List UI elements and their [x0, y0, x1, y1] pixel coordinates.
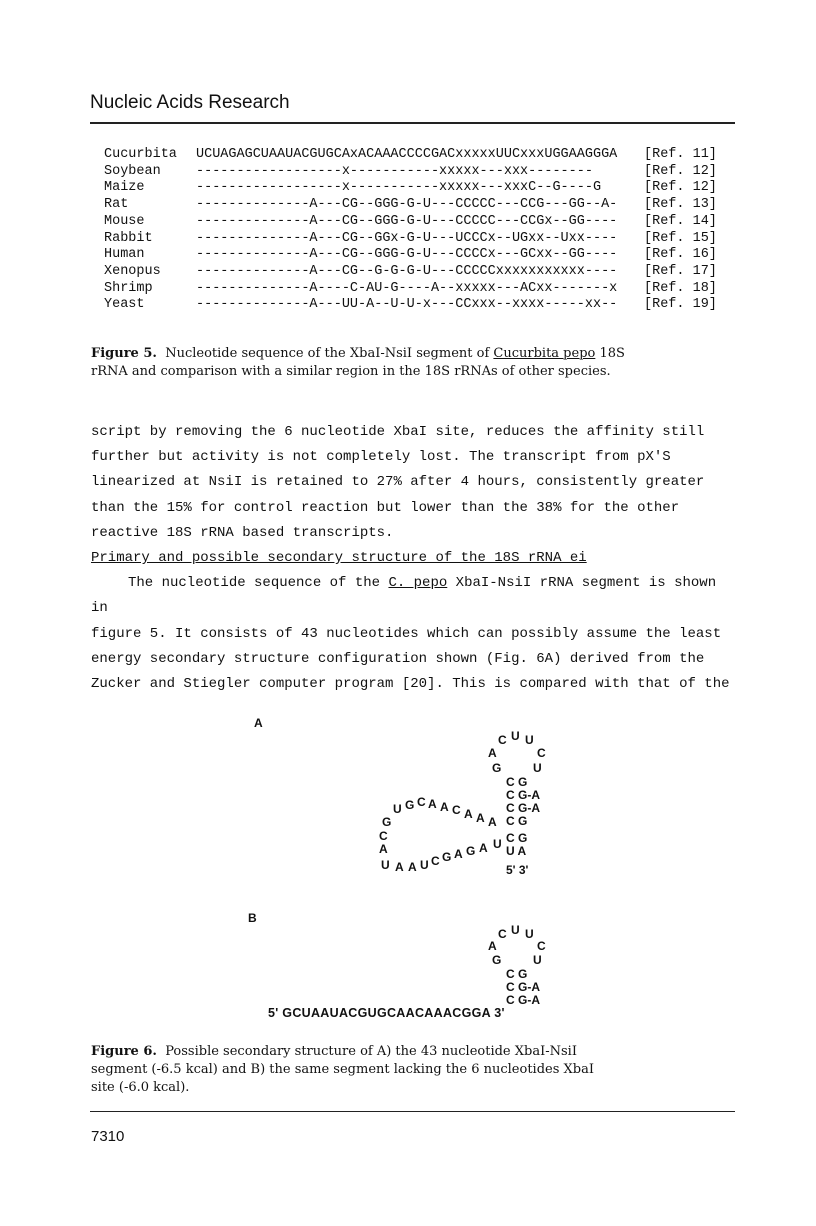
nucleotide: A [488, 746, 497, 760]
strand-ends [506, 864, 528, 876]
species-name: Yeast [104, 297, 145, 313]
nucleotide: A [479, 841, 488, 855]
species-name: Soybean [104, 163, 161, 179]
nucleotide: C [537, 939, 546, 953]
footer-rule [90, 1111, 735, 1112]
sequence: --------------A---CG--GGG-G-U---CCCCC---CCG---GG--A- [196, 197, 618, 213]
reference: [Ref. 13] [644, 197, 717, 213]
reference: [Ref. 11] [644, 147, 717, 162]
caption-text: Nucleotide sequence of the XbaI-NsiI segment of [165, 346, 490, 361]
table-row [104, 297, 724, 314]
nucleotide: U [511, 729, 520, 743]
sequence: --------------A---CG--GGx-G-U---UCCCx--UGxx--Uxx---- [196, 230, 618, 246]
table-row [104, 147, 724, 164]
base-pair: C G [506, 775, 528, 789]
reference: [Ref. 14] [644, 213, 717, 229]
sequence: ------------------x-----------xxxxx---xxx-------- [196, 163, 593, 179]
table-row [104, 180, 724, 197]
base-pair: C G [506, 967, 528, 981]
nucleotide: C [452, 803, 461, 817]
reference: [Ref. 18] [644, 280, 717, 296]
body-line: further but activity is not completely lost. The transcript from pX'S [91, 449, 671, 466]
caption-text: 18S [599, 346, 625, 361]
body-line: energy secondary structure configuration shown (Fig. 6A) derived from the [91, 650, 705, 667]
nucleotide: A [488, 815, 497, 829]
nucleotide: C [379, 829, 388, 843]
sequence: ------------------x-----------xxxxx---xxxC--G----G [196, 180, 602, 196]
nucleotide: C [498, 927, 507, 941]
nucleotide: A [408, 860, 417, 874]
species-name: Cucurbita [104, 147, 177, 162]
nucleotide: U [381, 858, 390, 872]
sequence: --------------A---CG--GGG-G-U---CCCCx---GCxx--GG---- [196, 247, 618, 263]
table-row [104, 231, 724, 248]
nucleotide: C [431, 854, 440, 868]
nucleotide: C [417, 795, 426, 809]
table-row [104, 281, 724, 298]
species-name: Shrimp [104, 280, 153, 296]
nucleotide: A [464, 807, 473, 821]
base-pair: C G-A [506, 980, 540, 994]
figure-5-caption [91, 345, 731, 381]
section-heading: Primary and possible secondary structure of the 18S rRNA ei [91, 550, 587, 567]
sequence: --------------A----C-AU-G----A--xxxxx---ACxx-------x [196, 280, 618, 296]
sequence: --------------A---UU-A--U-U-x---CCxxx--xxxx-----xx-- [196, 297, 618, 313]
page-number: 7310 [91, 1128, 125, 1145]
table-row [104, 164, 724, 181]
caption-text: segment (-6.5 kcal) and B) the same segment lacking the 6 nucleotides XbaI [91, 1062, 594, 1077]
base-pair: C G [506, 831, 528, 845]
body-line: script by removing the 6 nucleotide XbaI site, reduces the affinity still [91, 424, 705, 440]
nucleotide: G [492, 953, 502, 967]
sequence: UCUAGAGCUAAUACGUGCAxACAAACCCCGACxxxxxUUCxxxUGGAAGGGA [196, 147, 618, 162]
nucleotide: U [493, 837, 502, 851]
nucleotide: U [420, 858, 429, 872]
table-row [104, 197, 724, 214]
panel-b-label: B [248, 911, 257, 925]
panel-a-label: A [254, 716, 263, 730]
body-line: than the 15% for control reaction but lower than the 38% for the other [91, 499, 680, 516]
sequence-alignment-table [104, 147, 724, 314]
nucleotide: G [442, 850, 452, 864]
nucleotide: A [395, 860, 404, 874]
reference: [Ref. 12] [644, 180, 717, 196]
body-line [91, 571, 736, 621]
nucleotide: C [537, 746, 546, 760]
figure-5-label: Figure 5. [91, 346, 157, 361]
body-text-span: The nucleotide sequence of the [128, 575, 389, 592]
reference: [Ref. 15] [644, 230, 717, 246]
nucleotide: A [454, 847, 463, 861]
species-name: Mouse [104, 213, 145, 229]
header-rule [90, 122, 735, 124]
figure-6-label: Figure 6. [91, 1044, 157, 1059]
body-line: Zucker and Stiegler computer program [20]. This is compared with that of the [91, 676, 730, 693]
species-name: Human [104, 247, 145, 263]
reference: [Ref. 12] [644, 163, 717, 179]
nucleotide: G [492, 761, 502, 775]
table-row [104, 214, 724, 231]
nucleotide: U [393, 802, 402, 816]
base-pair: C G-A [506, 788, 540, 802]
caption-text: site (-6.0 kcal). [91, 1080, 190, 1095]
sequence: --------------A---CG--G-G-G-U---CCCCCxxxxxxxxxxx---- [196, 263, 618, 279]
sequence: --------------A---CG--GGG-G-U---CCCCC---CCGx--GG---- [196, 213, 618, 229]
linear-sequence-b: 5' GCUAAUACGUGCAACAAACGGA 3' [268, 1006, 505, 1020]
nucleotide: A [428, 797, 437, 811]
body-line: figure 5. It consists of 43 nucleotides which can possibly assume the least [91, 625, 722, 642]
nucleotide: U [533, 761, 542, 775]
reference: [Ref. 17] [644, 263, 717, 279]
nucleotide: U [533, 953, 542, 967]
nucleotide: C [498, 733, 507, 747]
species-name: Rat [104, 197, 129, 213]
species-name-italic: Cucurbita pepo [493, 346, 596, 361]
nucleotide: G [382, 815, 392, 829]
species-name: Rabbit [104, 230, 153, 246]
nucleotide: G [405, 798, 415, 812]
species-name-italic: C. pepo [388, 575, 448, 592]
base-pair: C G-A [506, 801, 540, 815]
nucleotide: G [466, 844, 476, 858]
caption-text: rRNA and comparison with a similar region in the 18S rRNAs of other species. [91, 364, 611, 379]
nucleotide: U [525, 733, 534, 747]
nucleotide: A [488, 939, 497, 953]
nucleotide: A [379, 842, 388, 856]
table-row [104, 247, 724, 264]
body-line: linearized at NsiI is retained to 27% after 4 hours, consistently greater [91, 474, 705, 491]
nucleotide: U [525, 927, 534, 941]
caption-text: Possible secondary structure of A) the 43 nucleotide XbaI-NsiI [165, 1044, 577, 1059]
species-name: Xenopus [104, 263, 161, 279]
body-text [91, 420, 736, 697]
body-text-span: XbaI-NsiI rRNA segment is shown in [91, 575, 717, 617]
nucleotide: A [476, 811, 485, 825]
reference: [Ref. 19] [644, 297, 717, 313]
body-line: reactive 18S rRNA based transcripts. [91, 524, 394, 541]
table-row [104, 264, 724, 281]
five-prime-label: 5' [506, 863, 516, 877]
three-prime-label: 3' [518, 863, 529, 877]
nucleotide: A [440, 800, 449, 814]
reference: [Ref. 16] [644, 247, 717, 263]
figure-6-caption [91, 1043, 731, 1097]
nucleotide: U [511, 923, 520, 937]
journal-header: Nucleic Acids Research [90, 92, 290, 113]
base-pair: C G-A [506, 993, 540, 1007]
base-pair: C G [506, 814, 528, 828]
species-name: Maize [104, 180, 145, 196]
base-pair: U A [506, 844, 527, 858]
